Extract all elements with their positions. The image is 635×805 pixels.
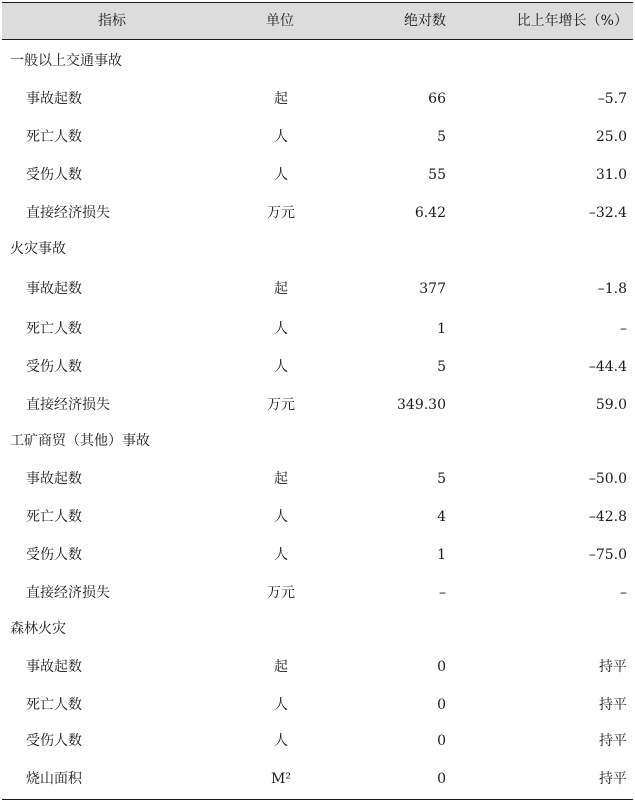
row-indicator: 直接经济损失 xyxy=(26,585,110,601)
header-indicator-char-2: 标 xyxy=(112,13,126,29)
table-row xyxy=(2,348,633,386)
row-unit-text: 人 xyxy=(274,359,288,375)
row-change: – xyxy=(620,585,627,601)
row-unit-text: 人 xyxy=(274,733,288,749)
row-unit-text: 万元 xyxy=(267,205,295,221)
table-row xyxy=(2,118,633,156)
header-indicator xyxy=(98,3,126,39)
row-absolute: 349.30 xyxy=(397,397,446,413)
row-indicator: 死亡人数 xyxy=(26,129,82,145)
row-absolute: 66 xyxy=(428,91,446,107)
row-change: –44.4 xyxy=(588,359,627,375)
row-absolute: 0 xyxy=(437,771,446,787)
row-indicator: 受伤人数 xyxy=(26,167,82,183)
row-indicator: 事故起数 xyxy=(26,659,82,675)
row-change: –1.8 xyxy=(597,281,627,297)
row-indicator: 事故起数 xyxy=(26,91,82,107)
row-absolute: – xyxy=(439,585,446,601)
row-unit-text: 起 xyxy=(274,659,288,675)
row-absolute: 5 xyxy=(437,129,446,145)
table-row xyxy=(2,310,633,348)
row-absolute: 6.42 xyxy=(414,205,446,221)
table-row xyxy=(2,156,633,194)
table-row xyxy=(2,722,633,760)
row-change: –75.0 xyxy=(588,547,627,563)
row-change: –32.4 xyxy=(588,205,627,221)
row-indicator: 直接经济损失 xyxy=(26,397,110,413)
table-row xyxy=(2,194,633,232)
header-change: 比上年增长（%） xyxy=(516,13,628,29)
row-unit-text: 人 xyxy=(274,129,288,145)
row-unit-text: 起 xyxy=(274,281,288,297)
row-absolute: 5 xyxy=(437,471,446,487)
row-change: 持平 xyxy=(599,771,627,787)
table-row xyxy=(2,648,633,686)
row-unit-text: 人 xyxy=(274,509,288,525)
row-unit-text: 人 xyxy=(274,547,288,563)
row-absolute: 0 xyxy=(437,697,446,713)
table-bottom-rule xyxy=(2,799,633,800)
row-change: 59.0 xyxy=(595,397,627,413)
row-change: 持平 xyxy=(599,659,627,675)
row-unit-text: M² xyxy=(271,771,291,787)
table-row xyxy=(2,536,633,574)
row-change: – xyxy=(620,321,627,337)
table-row xyxy=(2,270,633,308)
row-change: –5.7 xyxy=(597,91,627,107)
row-unit-text: 起 xyxy=(274,471,288,487)
table-row xyxy=(2,386,633,424)
table-row xyxy=(2,80,633,118)
row-unit-text: 人 xyxy=(274,697,288,713)
table-row xyxy=(2,460,633,498)
row-indicator: 直接经济损失 xyxy=(26,205,110,221)
table-row xyxy=(2,686,633,724)
section-title: 森林火灾 xyxy=(10,621,66,637)
row-absolute: 377 xyxy=(419,281,446,297)
row-indicator: 受伤人数 xyxy=(26,733,82,749)
row-absolute: 0 xyxy=(437,733,446,749)
section-title-row xyxy=(2,42,633,80)
row-unit-text: 万元 xyxy=(267,397,295,413)
table-row xyxy=(2,760,633,798)
header-unit: 单位 xyxy=(266,13,294,29)
section-title-row xyxy=(2,422,633,460)
section-title: 工矿商贸（其他）事故 xyxy=(10,433,150,449)
section-title-row xyxy=(2,610,633,648)
row-indicator: 烧山面积 xyxy=(26,771,82,787)
row-absolute: 55 xyxy=(428,167,446,183)
table-header xyxy=(2,2,633,40)
row-absolute: 1 xyxy=(437,547,446,563)
row-indicator: 受伤人数 xyxy=(26,359,82,375)
table-row xyxy=(2,498,633,536)
row-absolute: 4 xyxy=(437,509,446,525)
row-absolute: 5 xyxy=(437,359,446,375)
row-unit-text: 人 xyxy=(274,321,288,337)
section-title: 火灾事故 xyxy=(10,241,66,257)
section-title: 一般以上交通事故 xyxy=(10,53,122,69)
table-row xyxy=(2,574,633,612)
row-change: 25.0 xyxy=(595,129,627,145)
section-title-row xyxy=(2,230,633,268)
row-indicator: 事故起数 xyxy=(26,281,82,297)
header-absolute: 绝对数 xyxy=(404,13,446,29)
row-indicator: 受伤人数 xyxy=(26,547,82,563)
row-change: 持平 xyxy=(599,733,627,749)
row-indicator: 死亡人数 xyxy=(26,697,82,713)
row-change: 持平 xyxy=(599,697,627,713)
row-change: –42.8 xyxy=(588,509,627,525)
row-change: 31.0 xyxy=(595,167,627,183)
row-indicator: 死亡人数 xyxy=(26,321,82,337)
row-absolute: 1 xyxy=(437,321,446,337)
header-indicator-char-1: 指 xyxy=(98,13,112,29)
row-absolute: 0 xyxy=(437,659,446,675)
row-unit-text: 万元 xyxy=(267,585,295,601)
row-change: –50.0 xyxy=(588,471,627,487)
row-unit-text: 人 xyxy=(274,167,288,183)
statistics-table xyxy=(2,2,633,801)
row-indicator: 事故起数 xyxy=(26,471,82,487)
row-indicator: 死亡人数 xyxy=(26,509,82,525)
row-unit-text: 起 xyxy=(274,91,288,107)
